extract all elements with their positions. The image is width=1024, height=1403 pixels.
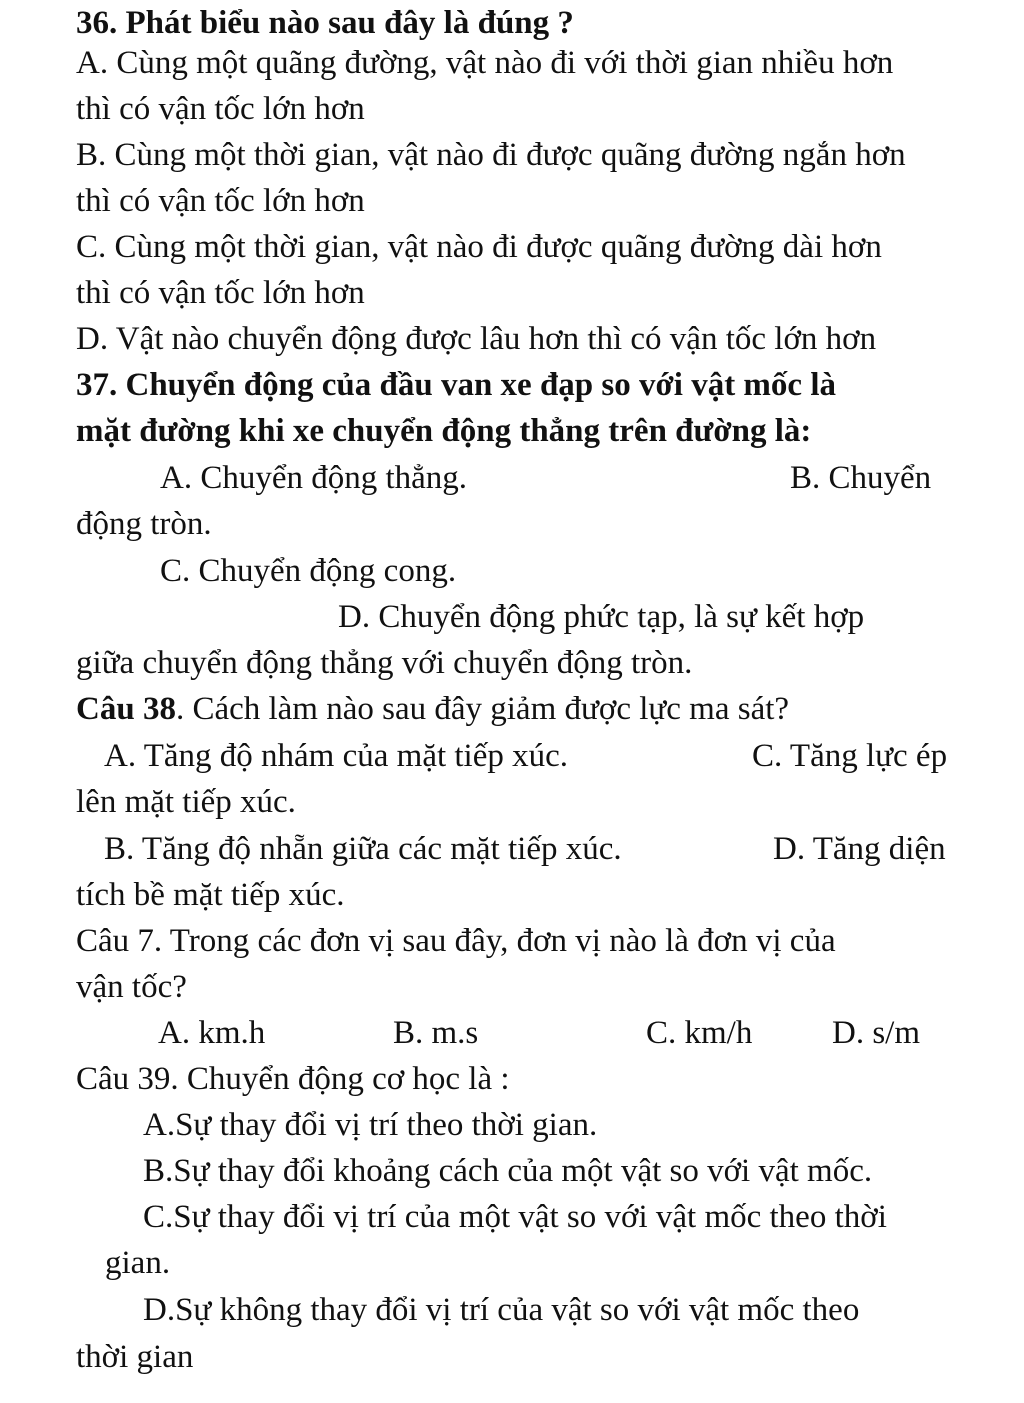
q38-text: . Cách làm nào sau đây giảm được lực ma sát? (175, 691, 790, 727)
q36-option-b-line2: thì có vận tốc lớn hơn (76, 183, 365, 219)
q39-option-c-line1: C.Sự thay đổi vị trí của một vật so với vật mốc theo thời (143, 1199, 887, 1235)
q38-option-a: A. Tăng độ nhám của mặt tiếp xúc. (104, 738, 569, 774)
q7-option-a: A. km.h (158, 1015, 266, 1051)
q37-title-line1: 37. Chuyển động của đầu van xe đạp so với vật mốc là (76, 367, 836, 403)
q36-title: 36. Phát biểu nào sau đây là đúng ? (76, 5, 574, 41)
q7-option-c: C. km/h (646, 1015, 753, 1051)
q37-option-b-line1: B. Chuyển (790, 460, 932, 496)
q36-option-a-line2: thì có vận tốc lớn hơn (76, 91, 365, 127)
q39-option-c-line2: gian. (105, 1245, 171, 1281)
q38-option-c-line2: lên mặt tiếp xúc. (76, 784, 296, 820)
q39-option-a: A.Sự thay đổi vị trí theo thời gian. (143, 1107, 598, 1143)
q38-option-b: B. Tăng độ nhẵn giữa các mặt tiếp xúc. (104, 831, 622, 867)
q37-option-d-line1: D. Chuyển động phức tạp, là sự kết hợp (338, 599, 865, 635)
q36-option-a-line1: A. Cùng một quãng đường, vật nào đi với thời gian nhiều hơn (76, 45, 894, 81)
q7-title-line2: vận tốc? (76, 969, 187, 1005)
q38-title (76, 686, 789, 732)
q39-title: Câu 39. Chuyển động cơ học là : (76, 1061, 510, 1097)
q36-option-b-line1: B. Cùng một thời gian, vật nào đi được quãng đường ngắn hơn (76, 137, 906, 173)
q37-option-d-line2: giữa chuyển động thẳng với chuyển động tròn. (76, 645, 693, 681)
q37-option-c: C. Chuyển động cong. (160, 553, 457, 589)
q38-label: Câu (76, 691, 143, 727)
q39-option-d-line2: thời gian (76, 1339, 194, 1375)
q36-option-c-line1: C. Cùng một thời gian, vật nào đi được quãng đường dài hơn (76, 229, 882, 265)
q37-title-line2: mặt đường khi xe chuyển động thẳng trên đường là: (76, 413, 812, 449)
q37-option-b-line2: động tròn. (76, 506, 212, 542)
q7-option-b: B. m.s (393, 1015, 479, 1051)
q36-option-c-line2: thì có vận tốc lớn hơn (76, 275, 365, 311)
q38-number: 38 (142, 691, 176, 727)
q36-option-d: D. Vật nào chuyển động được lâu hơn thì có vận tốc lớn hơn (76, 321, 877, 357)
q39-option-d-line1: D.Sự không thay đổi vị trí của vật so với vật mốc theo (143, 1292, 860, 1328)
q38-option-d-line1: D. Tăng diện (773, 831, 946, 867)
q7-option-d: D. s/m (832, 1015, 921, 1051)
q38-option-c-line1: C. Tăng lực ép (752, 738, 948, 774)
q7-title-line1: Câu 7. Trong các đơn vị sau đây, đơn vị nào là đơn vị của (76, 923, 836, 959)
q37-option-a: A. Chuyển động thẳng. (160, 460, 468, 496)
q38-option-d-line2: tích bề mặt tiếp xúc. (76, 877, 345, 913)
q39-option-b: B.Sự thay đổi khoảng cách của một vật so với vật mốc. (143, 1153, 873, 1189)
